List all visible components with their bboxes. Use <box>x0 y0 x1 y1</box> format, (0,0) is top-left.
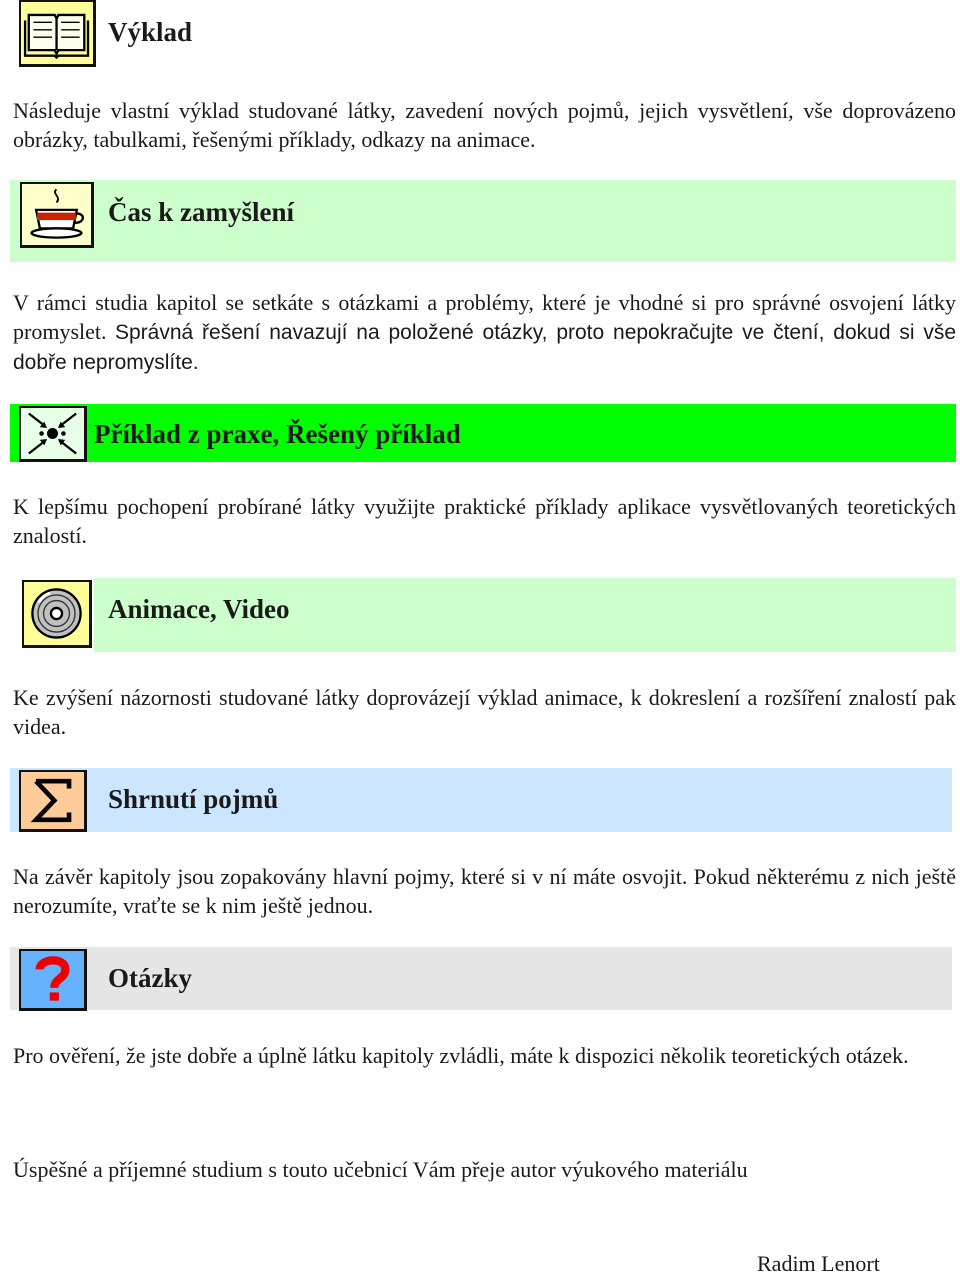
section-paragraph <box>13 288 956 377</box>
section-paragraph: Ke zvýšení názornosti studované látky doprovázejí výklad animace, k dokreslení a rozšíření znalostí pak videa. <box>13 685 956 739</box>
section-header-otazky <box>10 947 952 1010</box>
section-title: Čas k zamyšlení <box>108 197 295 227</box>
section-header-animace-video <box>10 578 956 652</box>
section-header-shrnuti-pojmu <box>10 768 952 832</box>
converging-arrows-icon <box>19 406 87 462</box>
section-title: Shrnutí pojmů <box>108 784 279 814</box>
question-mark-icon <box>19 949 87 1011</box>
coffee-cup-icon <box>20 182 94 248</box>
author-signature: Radim Lenort <box>757 1251 880 1276</box>
section-paragraph: K lepšímu pochopení probírané látky využijte praktické příklady aplikace vysvětlovaných teoretických znalostí. <box>13 494 956 548</box>
paragraph-sans-part: Správná řešení navazují na položené otázky, proto nepokračujte ve čtení, dokud si vše dobře nepromyslíte. <box>13 321 956 374</box>
open-book-icon <box>19 0 96 67</box>
section-header-priklad-z-praxe <box>10 404 956 462</box>
section-paragraph: Na závěr kapitoly jsou zopakovány hlavní pojmy, které si v ní máte osvojit. Pokud některému z nich ještě nerozumíte, vraťte se k nim ještě jednou. <box>13 864 956 918</box>
section-title: Výklad <box>108 17 193 47</box>
section-title: Otázky <box>108 963 192 993</box>
section-paragraph: Následuje vlastní výklad studované látky, zavedení nových pojmů, jejich vysvětlení, vše doprovázeno obrázky, tabulkami, řešenými příklady, odkazy na animace. <box>13 98 956 152</box>
paragraph-serif-part: V rámci studia kapitol se setkáte s otázkami a problémy, které je vhodné si pro správné osvojení látky promyslet. <box>13 290 956 344</box>
section-title: Příklad z praxe, Řešený příklad <box>94 419 461 449</box>
disc-icon <box>22 580 92 648</box>
sigma-icon <box>19 770 87 832</box>
section-header-vyklad <box>10 0 956 68</box>
section-header-cas-k-zamysleni <box>10 180 956 262</box>
closing-text: Úspěšné a příjemné studium s touto učebnicí Vám přeje autor výukového materiálu <box>13 1157 748 1182</box>
section-paragraph: Pro ověření, že jste dobře a úplně látku kapitoly zvládli, máte k dispozici několik teoretických otázek. <box>13 1043 909 1068</box>
section-title: Animace, Video <box>108 594 290 624</box>
